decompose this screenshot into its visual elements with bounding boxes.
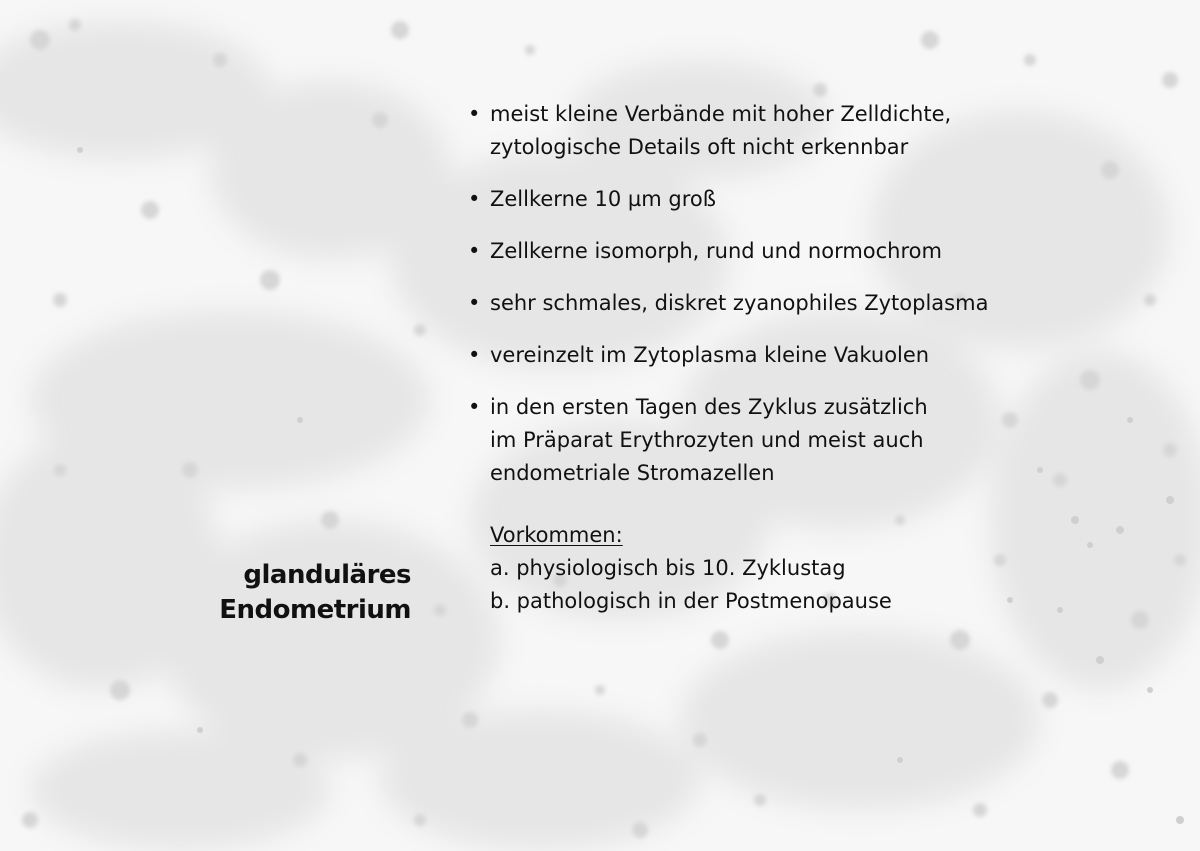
bullet-icon: •: [468, 187, 481, 211]
list-item: [466, 339, 1166, 372]
list-item-line: sehr schmales, diskret zyanophiles Zytoplasma: [490, 291, 989, 315]
list-item: [466, 391, 1166, 490]
occurrence-title: Vorkommen:: [490, 523, 623, 547]
feature-list: [466, 98, 1166, 490]
heading-line-1: glanduläres: [243, 560, 411, 590]
bullet-icon: •: [468, 239, 481, 263]
list-item-line: zytologische Details oft nicht erkennbar: [490, 135, 909, 159]
occurrence-section: [466, 519, 1166, 618]
section-heading: [219, 558, 411, 628]
occurrence-item: b. pathologisch in der Postmenopause: [490, 589, 892, 613]
list-item-line: Zellkerne isomorph, rund und normochrom: [490, 239, 942, 263]
list-item-line: in den ersten Tagen des Zyklus zusätzlich: [490, 395, 928, 419]
list-item-line: vereinzelt im Zytoplasma kleine Vakuolen: [490, 343, 930, 367]
bullet-icon: •: [468, 343, 481, 367]
list-item: [466, 235, 1166, 268]
bullet-icon: •: [468, 395, 481, 419]
list-item-line: meist kleine Verbände mit hoher Zelldichte,: [490, 102, 952, 126]
bullet-icon: •: [468, 102, 481, 126]
description-content: [466, 98, 1166, 618]
heading-line-2: Endometrium: [219, 595, 411, 625]
list-item: [466, 98, 1166, 164]
list-item: [466, 287, 1166, 320]
bullet-icon: •: [468, 291, 481, 315]
list-item-line: endometriale Stromazellen: [490, 461, 775, 485]
list-item: [466, 183, 1166, 216]
list-item-line: Zellkerne 10 µm groß: [490, 187, 716, 211]
occurrence-item: a. physiologisch bis 10. Zyklustag: [490, 556, 846, 580]
list-item-line: im Präparat Erythrozyten und meist auch: [490, 428, 924, 452]
